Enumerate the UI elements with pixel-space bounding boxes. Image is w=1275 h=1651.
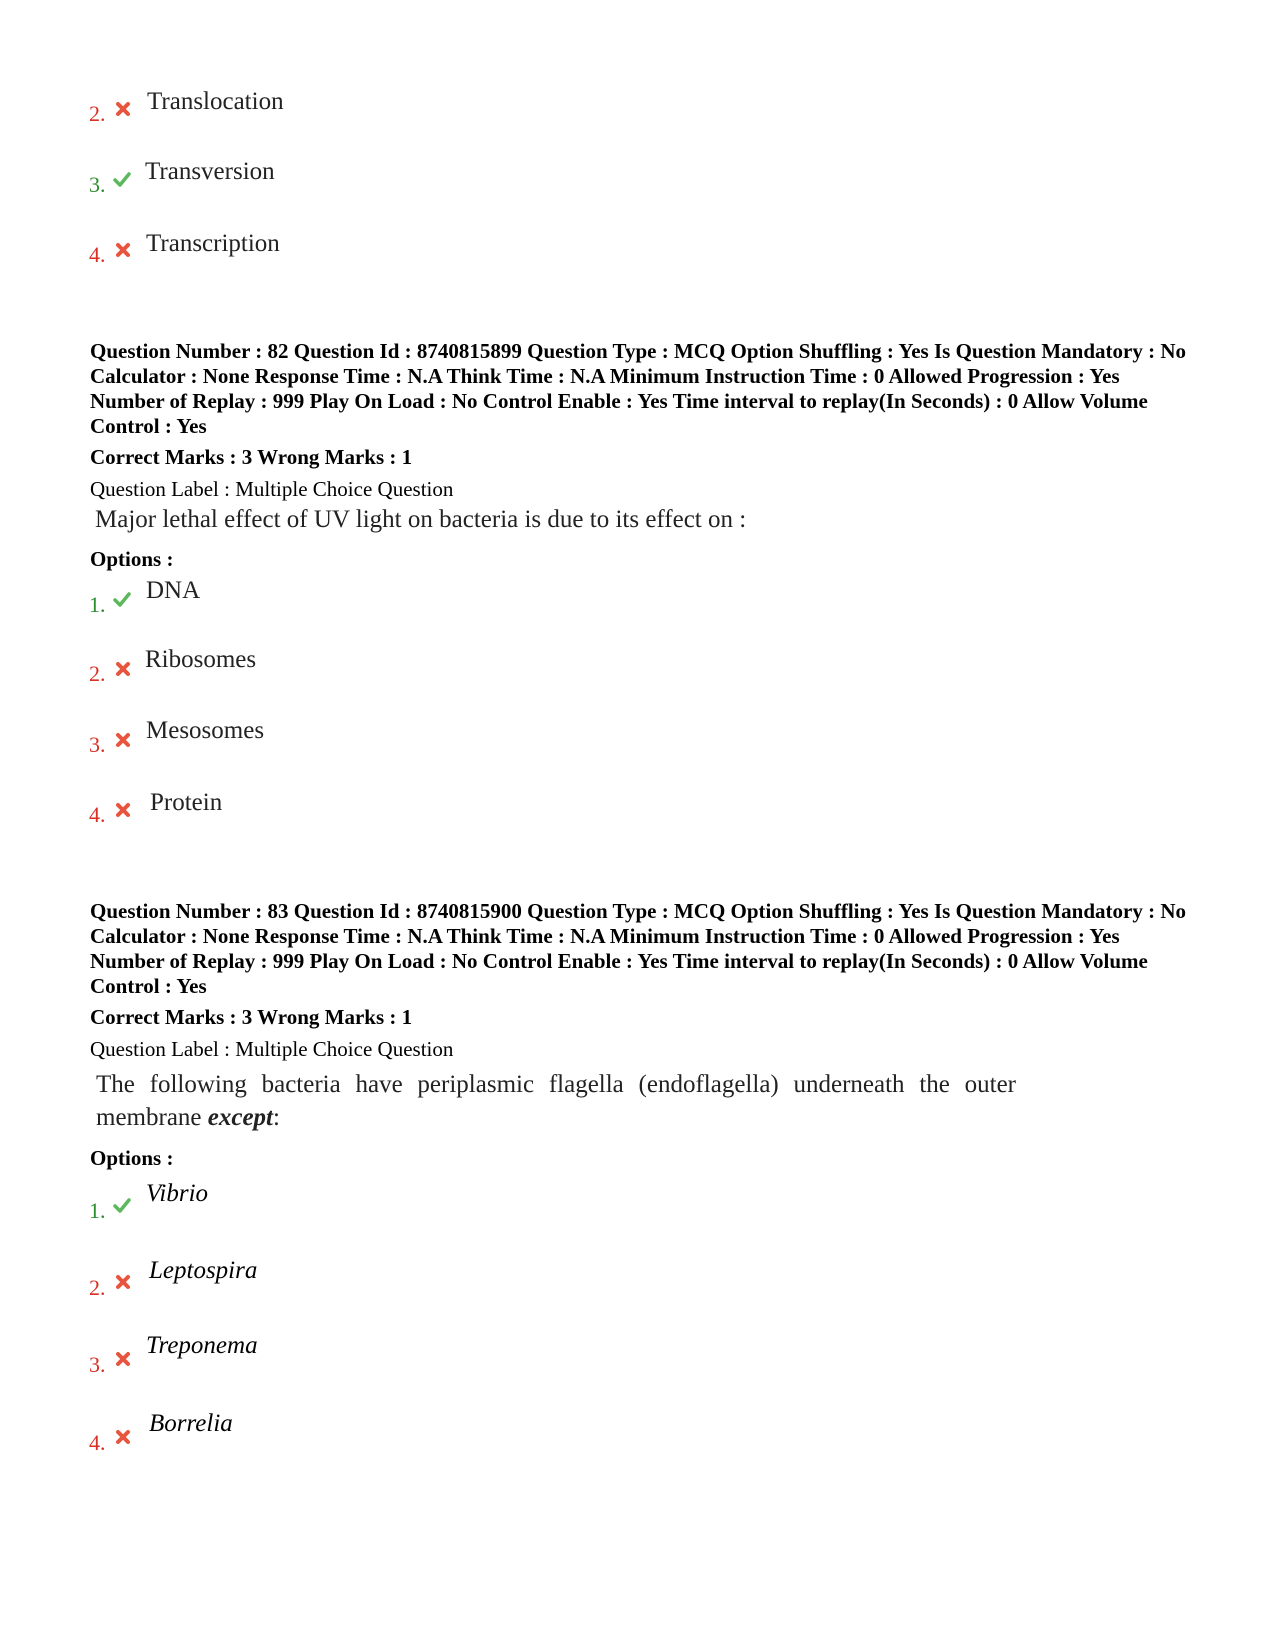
question-marks: Correct Marks : 3 Wrong Marks : 1: [90, 445, 413, 469]
question-text-prefix: membrane: [96, 1104, 202, 1131]
cross-icon: [114, 1428, 132, 1446]
option-text: Transversion: [145, 158, 275, 185]
question-text-line-1: The following bacteria have periplasmic flagella (endoflagella) underneath the outer: [96, 1071, 1016, 1098]
option-number: 4.: [89, 802, 106, 827]
option-text: Transcription: [146, 230, 280, 257]
check-icon: [113, 1196, 131, 1214]
option-number: 1.: [89, 1198, 106, 1223]
option-number: 2.: [89, 101, 106, 126]
option-number: 3.: [89, 732, 106, 757]
question-meta: Question Number : 83 Question Id : 8740815900 Question Type : MCQ Option Shuffling : Yes Is Question Mandatory : No Calculator : None Response Time : N.A Think Time : N.A Minimum Instruction Time : 0 Allowed Progression : Yes Number of Replay : 999 Play On Load : No Control Enable : Yes Time interval to replay(In Seconds) : 0 Allow Volume Control : Yes: [90, 899, 1186, 998]
option-text: Translocation: [147, 88, 284, 115]
check-icon: [113, 590, 131, 608]
option-text: Borrelia: [149, 1410, 233, 1437]
cross-icon: [114, 100, 132, 118]
question-marks: Correct Marks : 3 Wrong Marks : 1: [90, 1005, 413, 1029]
cross-icon: [114, 660, 132, 678]
option-text: Mesosomes: [146, 717, 265, 744]
question-label: Question Label : Multiple Choice Question: [90, 1037, 454, 1061]
question-text-line-2: [96, 1104, 280, 1132]
option-number: 2.: [89, 1275, 106, 1300]
option-number: 4.: [89, 1430, 106, 1455]
cross-icon: [114, 241, 132, 259]
option-text: Treponema: [146, 1332, 258, 1359]
cross-icon: [114, 1350, 132, 1368]
option-text: Vibrio: [146, 1180, 209, 1207]
question-text-suffix: :: [273, 1104, 280, 1131]
option-text: Ribosomes: [145, 646, 257, 673]
question-label: Question Label : Multiple Choice Question: [90, 477, 454, 501]
question-meta: Question Number : 82 Question Id : 8740815899 Question Type : MCQ Option Shuffling : Yes Is Question Mandatory : No Calculator : None Response Time : N.A Think Time : N.A Minimum Instruction Time : 0 Allowed Progression : Yes Number of Replay : 999 Play On Load : No Control Enable : Yes Time interval to replay(In Seconds) : 0 Allow Volume Control : Yes: [90, 339, 1186, 438]
option-text: DNA: [146, 577, 201, 604]
check-icon: [113, 170, 131, 188]
options-heading: Options :: [90, 547, 174, 571]
cross-icon: [114, 1273, 132, 1291]
option-number: 3.: [89, 172, 106, 197]
option-number: 2.: [89, 661, 106, 686]
cross-icon: [114, 731, 132, 749]
option-text: Leptospira: [149, 1257, 258, 1284]
cross-icon: [114, 801, 132, 819]
option-number: 1.: [89, 592, 106, 617]
option-text: Protein: [150, 789, 223, 816]
question-text-emphasis: except: [207, 1104, 273, 1131]
question-text: Major lethal effect of UV light on bacteria is due to its effect on :: [95, 506, 747, 533]
option-number: 3.: [89, 1352, 106, 1377]
options-heading: Options :: [90, 1146, 174, 1170]
option-number: 4.: [89, 242, 106, 267]
